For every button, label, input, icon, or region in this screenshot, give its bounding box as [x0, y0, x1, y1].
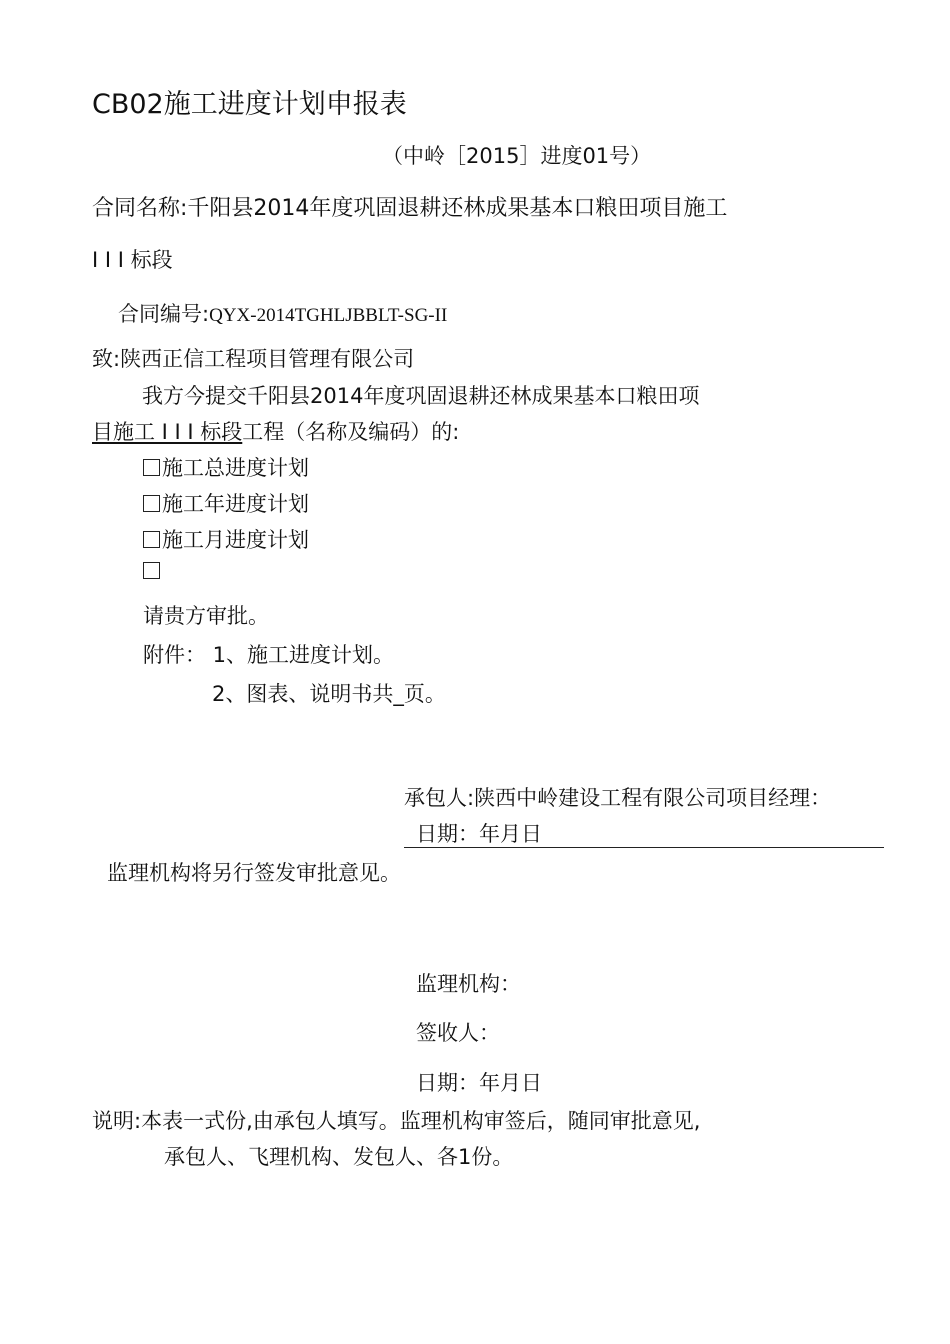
checkbox-label: 施工年进度计划	[162, 492, 309, 516]
receiver: 签收人：	[416, 1021, 500, 1045]
project-name-underlined: 目施工 I I I 标段	[92, 420, 243, 444]
signature-divider	[404, 847, 884, 848]
approval-request: 请贵方审批。	[143, 604, 269, 628]
contract-number-row	[118, 298, 447, 328]
checkbox-box[interactable]	[143, 562, 160, 579]
body-text-line-1: 我方今提交千阳县2014年度巩固退耕还林成果基本口粮田项	[142, 384, 700, 408]
supervisor-date: 日期：年月日	[416, 1071, 542, 1095]
contract-name-label: 合同名称:	[92, 196, 188, 221]
note-line-2: 承包人、飞理机构、发包人、各1份。	[164, 1145, 514, 1169]
contract-number-label: 合同编号:	[118, 302, 210, 326]
attachment-1: 附件： 1、施工进度计划。	[143, 643, 395, 667]
checkbox-monthly-schedule[interactable]	[143, 524, 309, 554]
body-text-line-2-rest: 工程（名称及编码）的:	[242, 420, 460, 444]
contract-number-value: QYX-2014TGHLJBBLT-SG-II	[209, 305, 448, 326]
checkbox-box[interactable]	[143, 495, 160, 512]
checkbox-total-schedule[interactable]	[143, 452, 309, 482]
body-text-line-2	[92, 416, 459, 446]
contract-name-row	[92, 191, 727, 222]
contract-name-continuation: I I I 标段	[92, 248, 173, 272]
contract-name-value: 千阳县2014年度巩固退耕还林成果基本口粮田项目施工	[187, 196, 728, 221]
addressee-line: 致:陕西正信工程项目管理有限公司	[92, 347, 415, 371]
attachment-2: 2、图表、说明书共_页。	[212, 682, 446, 706]
document-number: （中岭［2015］进度01号）	[382, 144, 652, 168]
contractor-date: 日期：年月日	[416, 822, 542, 846]
supervisor-org: 监理机构：	[416, 972, 521, 996]
checkbox-label: 施工总进度计划	[162, 456, 309, 480]
supervisor-note: 监理机构将另行签发审批意见。	[107, 861, 401, 885]
contractor-line: 承包人:陕西中岭建设工程有限公司项目经理：	[404, 786, 832, 810]
checkbox-annual-schedule[interactable]	[143, 488, 309, 518]
checkbox-box[interactable]	[143, 531, 160, 548]
page-title: CB02施工进度计划申报表	[92, 89, 407, 120]
checkbox-box[interactable]	[143, 459, 160, 476]
checkbox-label: 施工月进度计划	[162, 528, 309, 552]
checkbox-other[interactable]	[143, 562, 162, 579]
note-line-1: 说明:本表一式份,由承包人填写。监理机构审签后，随同审批意见,	[92, 1109, 701, 1133]
